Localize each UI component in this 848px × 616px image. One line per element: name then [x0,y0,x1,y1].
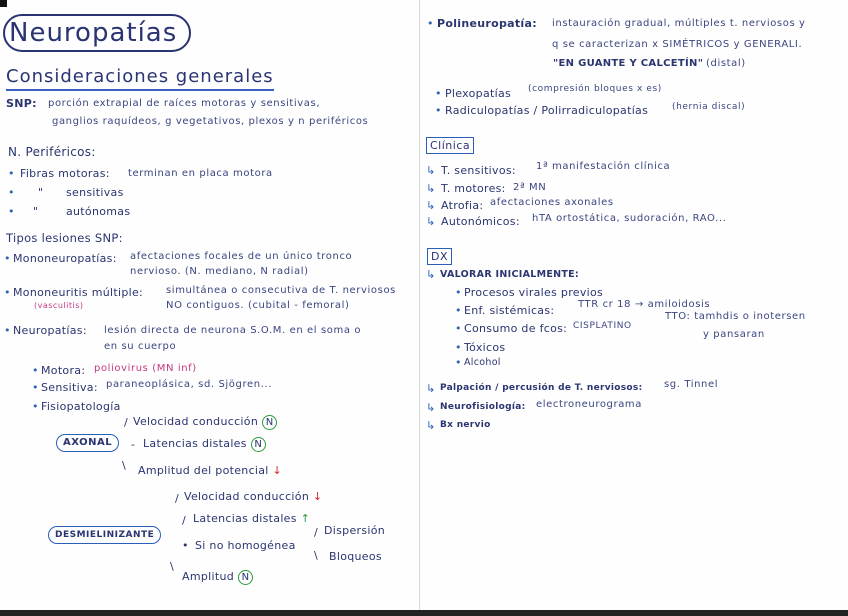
motora-label: Motora: [41,364,86,377]
dx-heading: DX [427,248,452,265]
bottom-edge [0,610,848,616]
nperif-heading: N. Periféricos: [8,145,96,159]
c2-label: T. motores: [441,182,506,195]
bracket-dot: • [182,539,189,552]
multiple-line-2: NO contiguos. (cubital - femoral) [166,300,350,311]
bracket-dash: - [131,438,136,451]
multiple-sub: (vasculitis) [34,301,84,310]
desm-row-2: Latencias distales ↑ [193,512,311,525]
arrow-icon: ↳ [426,164,436,177]
dx-v2-label: Enf. sistémicas: [464,304,555,317]
valorar-label: VALORAR INICIALMENTE: [440,269,580,280]
arrow-down-icon: ↓ [272,464,282,477]
poli-label: Polineuropatía: [437,17,537,30]
bullet-icon: • [455,322,462,335]
multiple-line-1: simultánea o consecutiva de T. nerviosos [166,285,396,296]
dx-v4: Tóxicos [464,341,506,354]
snp-label: SNP: [6,97,37,110]
arrow-icon: ↳ [426,199,436,212]
mono-line-1: afectaciones focales de un único tronco [130,251,353,262]
neuropatias-line-1: lesión directa de neurona S.O.M. en el soma o [104,325,362,336]
bullet-icon: • [455,356,462,369]
arrow-up-icon: ↑ [300,512,311,525]
arrow-icon: ↳ [426,215,436,228]
dx-v2-desc: TTR cr 18 → amiloidosis [578,299,711,310]
bullet-icon: • [8,205,15,218]
dx-v3-label: Consumo de fcos: [464,322,568,335]
radic-label: Radiculopatías / Polirradiculopatías [445,104,649,117]
normal-mark: N [238,570,253,585]
bullet-icon: • [32,364,39,377]
column-divider [419,0,420,616]
bloqueos-label: Bloqueos [329,550,382,563]
neuropatias-line-2: en su cuerpo [104,341,177,352]
desm-row-3: Si no homogénea [195,539,296,552]
page-title: Neuropatías [3,14,191,52]
radic-desc: (hernia discal) [672,102,746,112]
clinica-heading: Clínica [426,137,474,154]
fisiopatologia-label: Fisiopatología [41,400,121,413]
fibras-motoras-label: Fibras motoras: [20,167,110,180]
palpacion-label: Palpación / percusión de T. nerviosos: [440,383,643,393]
bracket-tick: / [124,416,129,429]
plexo-label: Plexopatías [445,87,512,100]
bullet-icon: • [32,400,39,413]
tipos-heading: Tipos lesiones SNP: [6,231,123,245]
arrow-icon: ↳ [426,401,436,414]
bullet-icon: • [32,381,39,394]
poli-line-1: instauración gradual, múltiples t. nerviosos y [552,18,806,29]
bullet-icon: • [8,186,15,199]
neuropatias-label: Neuropatías: [13,324,87,337]
dispersion-label: Dispersión [324,524,386,537]
c3-desc: afectaciones axonales [490,197,614,208]
ditto-mark: " [38,186,44,199]
c4-desc: hTA ortostática, sudoración, RAO... [532,213,727,224]
bracket-tick: \ [122,459,127,472]
neurofis-desc: electroneurograma [536,399,643,410]
bracket-tick: / [314,526,319,539]
multiple-label: Mononeuritis múltiple: [13,286,144,299]
bullet-icon: • [455,341,462,354]
arrow-icon: ↳ [426,419,436,432]
sensitiva-label: Sensitiva: [41,381,98,394]
desm-row-1: Velocidad conducción ↓ [184,490,323,503]
section-subtitle: Consideraciones generales [6,66,274,91]
snp-line-2: ganglios raquídeos, g vegetativos, plexos y n periféricos [52,116,369,127]
palpacion-desc: sg. Tinnel [664,379,719,390]
fibras-sensitivas: sensitivas [66,186,124,199]
corner-mark [0,0,7,7]
normal-mark: N [262,415,277,430]
desm-row-4: Amplitud N [182,570,253,585]
axonal-badge: AXONAL [56,434,119,452]
dx-v3-extra: TTO: tamhdis o inotersen [665,311,806,322]
bracket-tick: \ [314,549,319,562]
normal-mark: N [251,437,266,452]
axonal-row-3: Amplitud del potencial ↓ [138,464,282,477]
bullet-icon: • [435,87,442,100]
c1-desc: 1ª manifestación clínica [536,161,671,172]
axonal-row-2: Latencias distales N [143,437,266,452]
bullet-icon: • [4,252,11,265]
arrow-down-icon: ↓ [312,490,323,503]
bullet-icon: • [455,304,462,317]
dx-v3-extra2: y pansaran [703,329,765,340]
bullet-icon: • [4,324,11,337]
poli-line-3b: (distal) [706,58,746,69]
snp-line-1: porción extrapial de raíces motoras y sensitivas, [48,98,321,109]
arrow-icon: ↳ [426,382,436,395]
bracket-tick: / [175,492,180,505]
desmielinizante-badge: DESMIELINIZANTE [48,526,161,544]
bullet-icon: • [435,104,442,117]
axonal-row-1: Velocidad conducción N [133,415,277,430]
neurofis-label: Neurofisiología: [440,402,526,412]
sensitiva-desc: paraneoplásica, sd. Sjögren... [106,379,272,390]
fibras-motoras-desc: terminan en placa motora [128,168,273,179]
mono-line-2: nervioso. (N. mediano, N radial) [130,266,309,277]
bullet-icon: • [8,167,15,180]
plexo-desc: (compresión bloques x es) [528,84,662,94]
arrow-icon: ↳ [426,268,436,281]
dx-v5: Alcohol [464,357,501,368]
bracket-tick: / [182,514,187,527]
poli-line-3: "EN GUANTE Y CALCETÍN" [553,58,704,69]
bullet-icon: • [455,286,462,299]
bracket-tick: \ [170,560,175,573]
c3-label: Atrofia: [441,199,484,212]
c1-label: T. sensitivos: [441,164,516,177]
bullet-icon: • [427,17,434,30]
dx-v3-desc: CISPLATINO [573,321,632,331]
motora-desc: poliovirus (MN inf) [94,363,197,374]
c4-label: Autonómicos: [441,215,520,228]
bx-label: Bx nervio [440,420,491,430]
ditto-mark: " [33,205,39,218]
bullet-icon: • [4,286,11,299]
fibras-autonomas: autónomas [66,205,131,218]
mono-label: Mononeuropatías: [13,252,117,265]
dx-v1: Procesos virales previos [464,286,604,299]
poli-line-2: q se caracterizan x SIMÉTRICOS y GENERALI. [552,39,803,50]
c2-desc: 2ª MN [513,182,547,193]
arrow-icon: ↳ [426,182,436,195]
